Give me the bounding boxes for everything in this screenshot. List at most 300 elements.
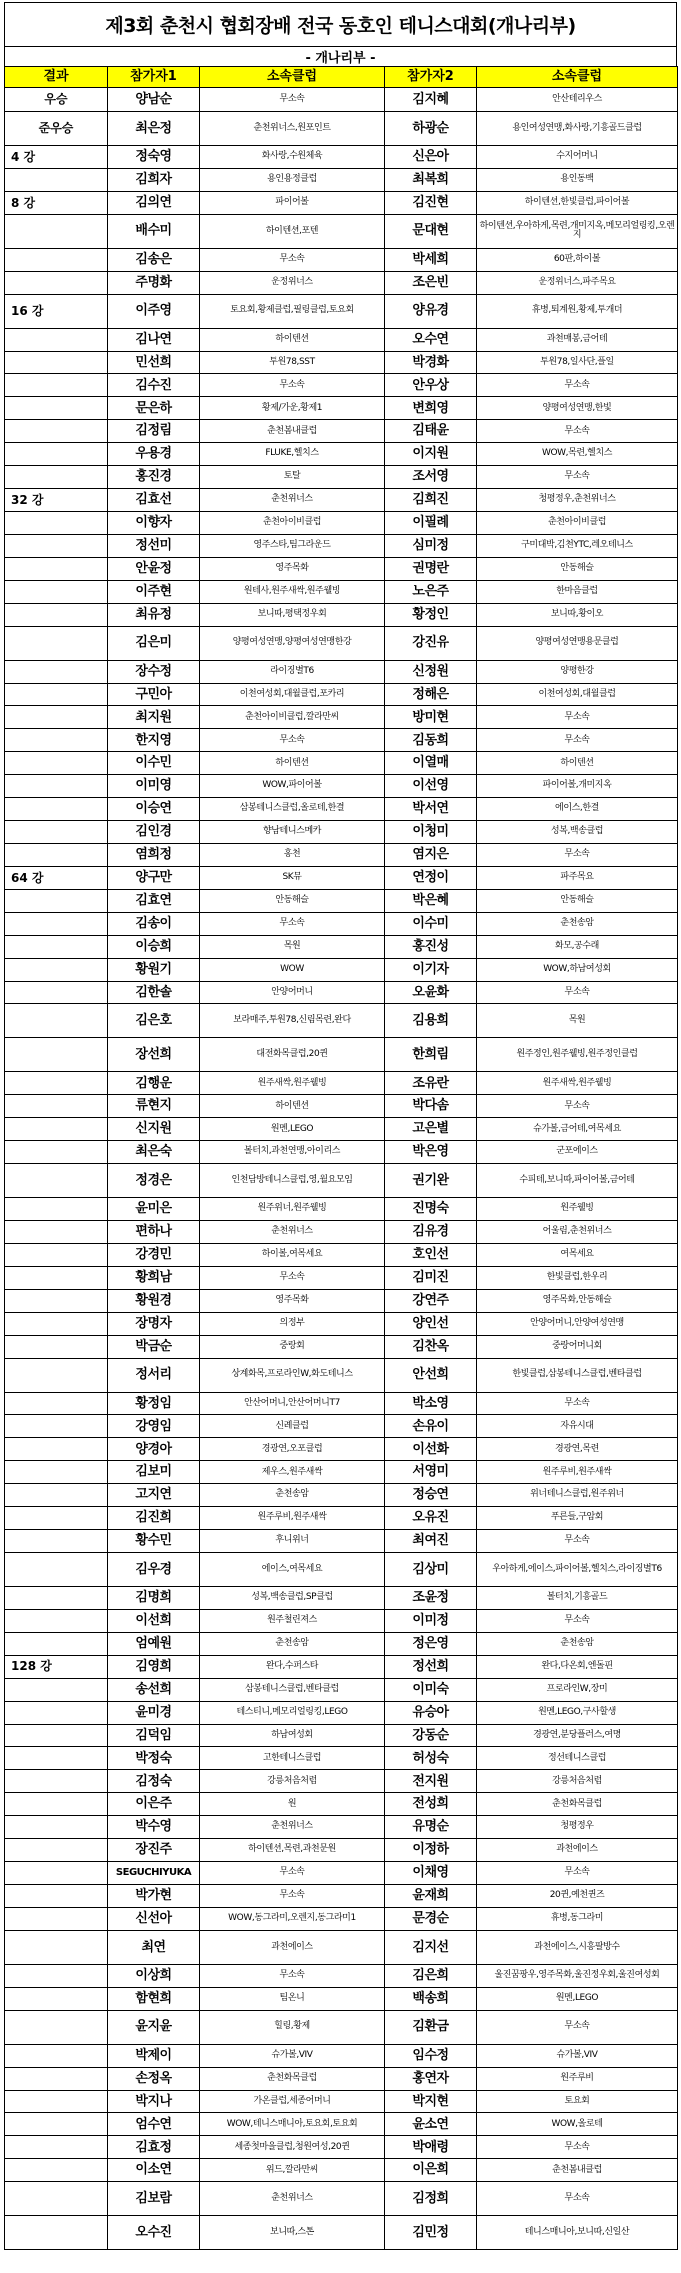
club1-cell: 춘천아이비클럽,깔라만씨 (200, 706, 385, 729)
table-row (5, 660, 678, 683)
table-row (5, 603, 678, 626)
player1-cell: 배수미 (108, 214, 200, 248)
player1-cell: 이주영 (108, 294, 200, 328)
table-row (5, 1770, 678, 1793)
table-row (5, 1530, 678, 1553)
player2-cell: 박은영 (385, 1141, 477, 1164)
club1-cell: 운정위너스 (200, 271, 385, 294)
bracket-sheet (4, 2, 677, 2250)
club2-cell: WOW,목련,헬치스 (477, 443, 678, 466)
result-cell (5, 214, 108, 248)
player2-cell: 이은희 (385, 2159, 477, 2182)
table-row (5, 2010, 678, 2044)
result-cell (5, 271, 108, 294)
club2-cell: 원주새싹,원주웰빙 (477, 1072, 678, 1095)
club2-cell: 용인동백 (477, 168, 678, 191)
player1-cell: 윤지윤 (108, 2010, 200, 2044)
player2-cell: 김지선 (385, 1930, 477, 1964)
player1-cell: 이선희 (108, 1609, 200, 1632)
player1-cell: 문은하 (108, 397, 200, 420)
table-row (5, 626, 678, 660)
header-club2: 소속클럽 (477, 67, 678, 88)
result-cell (5, 168, 108, 191)
player1-cell: 함현희 (108, 1987, 200, 2010)
results-table (4, 66, 678, 2250)
player1-cell: 정숙영 (108, 146, 200, 169)
result-cell (5, 1095, 108, 1118)
player2-cell: 박경화 (385, 351, 477, 374)
club1-cell: 춘천봄내클럽 (200, 420, 385, 443)
club1-cell: 힐링,황제 (200, 2010, 385, 2044)
result-cell (5, 2090, 108, 2113)
player2-cell: 이기자 (385, 958, 477, 981)
table-row (5, 2067, 678, 2090)
result-cell (5, 1987, 108, 2010)
club1-cell: 원멘,LEGO (200, 1118, 385, 1141)
result-cell (5, 580, 108, 603)
player2-cell: 김진현 (385, 191, 477, 214)
table-row (5, 729, 678, 752)
club1-cell: 춘천위너스 (200, 1221, 385, 1244)
table-row (5, 1747, 678, 1770)
player1-cell: 황수민 (108, 1530, 200, 1553)
club2-cell: 휴병,동그라미 (477, 1907, 678, 1930)
club1-cell: 영주목화 (200, 1289, 385, 1312)
results-body (5, 88, 678, 2250)
club2-cell: 한빛클럽,한우리 (477, 1266, 678, 1289)
club1-cell: 성복,백송클럽,SP클럽 (200, 1587, 385, 1610)
table-row (5, 466, 678, 489)
player1-cell: 구민아 (108, 683, 200, 706)
club2-cell: 무소속 (477, 466, 678, 489)
club2-cell: 울진꿈팡우,영주목화,울진정우회,울진여성회 (477, 1964, 678, 1987)
player1-cell: 김효정 (108, 2136, 200, 2159)
player2-cell: 신정원 (385, 660, 477, 683)
player1-cell: 이은주 (108, 1793, 200, 1816)
player2-cell: 문대현 (385, 214, 477, 248)
club1-cell: 하이텐션 (200, 1095, 385, 1118)
result-cell (5, 1072, 108, 1095)
player2-cell: 이선화 (385, 1438, 477, 1461)
player2-cell: 김지혜 (385, 88, 477, 112)
result-cell (5, 1198, 108, 1221)
result-cell: 128 강 (5, 1655, 108, 1678)
club1-cell: 영주스타,팀그라운드 (200, 534, 385, 557)
club2-cell: 하이텐션,한빛클럽,파이어볼 (477, 191, 678, 214)
club2-cell: 원멘,LEGO (477, 1987, 678, 2010)
result-cell (5, 1289, 108, 1312)
club2-cell: 한마음클럽 (477, 580, 678, 603)
table-row (5, 1221, 678, 1244)
club2-cell: 경광연,분당플러스,여명 (477, 1724, 678, 1747)
club2-cell: 무소속 (477, 1609, 678, 1632)
table-row (5, 821, 678, 844)
player1-cell: 오수진 (108, 2216, 200, 2250)
table-row (5, 1987, 678, 2010)
result-cell (5, 328, 108, 351)
result-cell: 32 강 (5, 489, 108, 512)
player1-cell: 최지원 (108, 706, 200, 729)
player2-cell: 양인선 (385, 1312, 477, 1335)
club1-cell: 보니따,스톤 (200, 2216, 385, 2250)
player2-cell: 하광순 (385, 112, 477, 146)
player1-cell: 염희정 (108, 843, 200, 866)
player2-cell: 김은희 (385, 1964, 477, 1987)
club1-cell: 춘천위너스 (200, 489, 385, 512)
club2-cell: 하이텐션 (477, 752, 678, 775)
club2-cell: 춘천봄내클럽 (477, 2159, 678, 2182)
player1-cell: 윤미경 (108, 1701, 200, 1724)
player2-cell: 신은아 (385, 146, 477, 169)
player1-cell: 최은정 (108, 112, 200, 146)
player2-cell: 박애령 (385, 2136, 477, 2159)
result-cell (5, 2067, 108, 2090)
table-row (5, 2216, 678, 2250)
club2-cell: 안양어머니,안양여성연맹 (477, 1312, 678, 1335)
result-cell (5, 1793, 108, 1816)
result-cell (5, 2136, 108, 2159)
result-cell (5, 511, 108, 534)
table-row (5, 1701, 678, 1724)
player1-cell: 황희남 (108, 1266, 200, 1289)
club2-cell: 양평한강 (477, 660, 678, 683)
player2-cell: 박세희 (385, 248, 477, 271)
club2-cell: 원주루비 (477, 2067, 678, 2090)
player1-cell: 최연 (108, 1930, 200, 1964)
club1-cell: 상계화목,프로라인W,화도테니스 (200, 1358, 385, 1392)
player2-cell: 윤소연 (385, 2113, 477, 2136)
table-row (5, 112, 678, 146)
club1-cell: WOW (200, 958, 385, 981)
player1-cell: 윤미은 (108, 1198, 200, 1221)
table-row (5, 1164, 678, 1198)
club2-cell: 슈가볼,VIV (477, 2044, 678, 2067)
player1-cell: 강영임 (108, 1415, 200, 1438)
player2-cell: 김유경 (385, 1221, 477, 1244)
table-row (5, 958, 678, 981)
player1-cell: 김정숙 (108, 1770, 200, 1793)
club2-cell: 중랑어머니회 (477, 1335, 678, 1358)
table-row (5, 1038, 678, 1072)
player2-cell: 조서영 (385, 466, 477, 489)
club2-cell: 춘천화목클럽 (477, 1793, 678, 1816)
result-cell (5, 1839, 108, 1862)
result-cell (5, 1004, 108, 1038)
club2-cell: 원멘,LEGO,구사할생 (477, 1701, 678, 1724)
table-row (5, 1289, 678, 1312)
player1-cell: 이승연 (108, 798, 200, 821)
table-row (5, 912, 678, 935)
club1-cell: 가온클럽,세종어머니 (200, 2090, 385, 2113)
club2-cell: 무소속 (477, 981, 678, 1004)
result-cell (5, 1164, 108, 1198)
player2-cell: 심미정 (385, 534, 477, 557)
club2-cell: 안동해슬 (477, 557, 678, 580)
player2-cell: 김태윤 (385, 420, 477, 443)
player2-cell: 호인선 (385, 1243, 477, 1266)
player2-cell: 김동희 (385, 729, 477, 752)
club1-cell: 테스티니,메모리얼링킹,LEGO (200, 1701, 385, 1724)
player1-cell: 최유정 (108, 603, 200, 626)
club1-cell: 이천여성회,대월클럽,포카리 (200, 683, 385, 706)
player2-cell: 이정하 (385, 1839, 477, 1862)
table-row (5, 2182, 678, 2216)
table-row (5, 1358, 678, 1392)
result-cell (5, 1358, 108, 1392)
table-row (5, 1392, 678, 1415)
club1-cell: 무소속 (200, 1266, 385, 1289)
club1-cell: 삼봉테니스클럽,벤타클럽 (200, 1678, 385, 1701)
result-cell (5, 1724, 108, 1747)
player1-cell: 강경민 (108, 1243, 200, 1266)
club2-cell: 슈가볼,금어테,여목세요 (477, 1118, 678, 1141)
result-cell (5, 466, 108, 489)
result-cell (5, 2113, 108, 2136)
player2-cell: 전지원 (385, 1770, 477, 1793)
club1-cell: 안산어머니,안산어머니T7 (200, 1392, 385, 1415)
club1-cell: 춘천송암 (200, 1484, 385, 1507)
table-row (5, 1553, 678, 1587)
player2-cell: 김환금 (385, 2010, 477, 2044)
player1-cell: 김송은 (108, 248, 200, 271)
club2-cell: 운정위너스,파주목요 (477, 271, 678, 294)
player2-cell: 강동순 (385, 1724, 477, 1747)
player2-cell: 진명숙 (385, 1198, 477, 1221)
club2-cell: 위너테니스클럽,원주위너 (477, 1484, 678, 1507)
table-row (5, 981, 678, 1004)
table-row (5, 271, 678, 294)
club1-cell: WOW,테니스매니아,토요회,토요회 (200, 2113, 385, 2136)
player1-cell: 손정옥 (108, 2067, 200, 2090)
table-row (5, 168, 678, 191)
result-cell (5, 443, 108, 466)
table-row (5, 146, 678, 169)
club1-cell: 세종첫마을클럽,청원여성,20퀸 (200, 2136, 385, 2159)
club1-cell: 하이볼,여목세요 (200, 1243, 385, 1266)
result-cell (5, 2010, 108, 2044)
club1-cell: 보니따,평택정우회 (200, 603, 385, 626)
player1-cell: 류현지 (108, 1095, 200, 1118)
player2-cell: 노은주 (385, 580, 477, 603)
player1-cell: 김진희 (108, 1507, 200, 1530)
table-row (5, 1587, 678, 1610)
player2-cell: 박지현 (385, 2090, 477, 2113)
player2-cell: 조윤정 (385, 1587, 477, 1610)
table-row (5, 683, 678, 706)
club1-cell: 인천담방테니스클럽,영,월요모임 (200, 1164, 385, 1198)
player1-cell: 이향자 (108, 511, 200, 534)
club1-cell: 목원 (200, 935, 385, 958)
player1-cell: 김인경 (108, 821, 200, 844)
result-cell (5, 626, 108, 660)
club1-cell: 하이텐션,목련,과천문원 (200, 1839, 385, 1862)
player1-cell: 엄예원 (108, 1632, 200, 1655)
player1-cell: 김한솔 (108, 981, 200, 1004)
player1-cell: 김명희 (108, 1587, 200, 1610)
player1-cell: 황원경 (108, 1289, 200, 1312)
club1-cell: 춘천아이비클럽 (200, 511, 385, 534)
club1-cell: SK뮤 (200, 866, 385, 889)
table-row (5, 1862, 678, 1885)
table-row (5, 534, 678, 557)
result-cell (5, 1770, 108, 1793)
club1-cell: 춘천화목클럽 (200, 2067, 385, 2090)
club2-cell: 파이어볼,개미지옥 (477, 775, 678, 798)
club2-cell: 춘천송암 (477, 1632, 678, 1655)
player2-cell: 김희진 (385, 489, 477, 512)
player1-cell: 박지나 (108, 2090, 200, 2113)
player2-cell: 연정이 (385, 866, 477, 889)
player2-cell: 김미진 (385, 1266, 477, 1289)
player1-cell: 김수진 (108, 374, 200, 397)
player2-cell: 권기완 (385, 1164, 477, 1198)
club1-cell: 투원78,SST (200, 351, 385, 374)
table-row (5, 1885, 678, 1908)
club2-cell: 휴병,퇴계원,황제,투개더 (477, 294, 678, 328)
table-row (5, 2159, 678, 2182)
player1-cell: 박금순 (108, 1335, 200, 1358)
result-cell (5, 1335, 108, 1358)
result-cell (5, 798, 108, 821)
player2-cell: 유승아 (385, 1701, 477, 1724)
club2-cell: 무소속 (477, 706, 678, 729)
player1-cell: 장수정 (108, 660, 200, 683)
result-cell (5, 1885, 108, 1908)
header-player1: 참가자1 (108, 67, 200, 88)
player2-cell: 양유경 (385, 294, 477, 328)
club1-cell: 볼터치,과천연맹,아이리스 (200, 1141, 385, 1164)
player2-cell: 임수정 (385, 2044, 477, 2067)
player2-cell: 홍연자 (385, 2067, 477, 2090)
player1-cell: 황정임 (108, 1392, 200, 1415)
result-cell (5, 1038, 108, 1072)
club2-cell: 과천에이스 (477, 1839, 678, 1862)
club2-cell: 자유시대 (477, 1415, 678, 1438)
player2-cell: 윤재희 (385, 1885, 477, 1908)
club1-cell: 하이텐션 (200, 328, 385, 351)
club2-cell: 토요회 (477, 2090, 678, 2113)
club1-cell: WOW,동그라미,오렌지,동그라미1 (200, 1907, 385, 1930)
club2-cell: 정선테니스클럽 (477, 1747, 678, 1770)
club1-cell: 향남테니스메카 (200, 821, 385, 844)
player1-cell: 주명화 (108, 271, 200, 294)
club2-cell: 하이텐션,우아하게,목련,개미지옥,메모리얼링킹,오렌지 (477, 214, 678, 248)
club1-cell: 중랑회 (200, 1335, 385, 1358)
table-row (5, 1507, 678, 1530)
club2-cell: 무소속 (477, 2182, 678, 2216)
table-row (5, 489, 678, 512)
player1-cell: 홍진경 (108, 466, 200, 489)
table-row (5, 935, 678, 958)
club2-cell: 화모,공수래 (477, 935, 678, 958)
result-cell (5, 2044, 108, 2067)
club1-cell: 파이어볼 (200, 191, 385, 214)
club2-cell: 투원78,일사단,플일 (477, 351, 678, 374)
result-cell (5, 660, 108, 683)
table-row (5, 1655, 678, 1678)
table-row (5, 1461, 678, 1484)
table-row (5, 1438, 678, 1461)
result-cell (5, 1530, 108, 1553)
club1-cell: 고한테니스클럽 (200, 1747, 385, 1770)
club1-cell: 신례클럽 (200, 1415, 385, 1438)
club2-cell: 경광연,목련 (477, 1438, 678, 1461)
player2-cell: 최복희 (385, 168, 477, 191)
club1-cell: 양평여성연맹,양평여성연맹한강 (200, 626, 385, 660)
table-row (5, 798, 678, 821)
club2-cell: 무소속 (477, 843, 678, 866)
club2-cell: 한빛클럽,삼봉테니스클럽,벤타클럽 (477, 1358, 678, 1392)
player1-cell: 김효선 (108, 489, 200, 512)
club2-cell: 푸른들,구암회 (477, 1507, 678, 1530)
player2-cell: 방미현 (385, 706, 477, 729)
club2-cell: 프로라인W,장미 (477, 1678, 678, 1701)
player1-cell: 이소연 (108, 2159, 200, 2182)
player2-cell: 박서연 (385, 798, 477, 821)
club2-cell: 춘천아이비클럽 (477, 511, 678, 534)
club1-cell: 무소속 (200, 1964, 385, 1987)
table-row (5, 1095, 678, 1118)
club1-cell: WOW,파이어볼 (200, 775, 385, 798)
club2-cell: 용인여성연맹,화사랑,기흥골드클럽 (477, 112, 678, 146)
club2-cell: 무소속 (477, 729, 678, 752)
table-row (5, 557, 678, 580)
result-cell (5, 1118, 108, 1141)
result-cell (5, 1415, 108, 1438)
club2-cell: 청평정우 (477, 1816, 678, 1839)
club1-cell: FLUKE,헬치스 (200, 443, 385, 466)
club2-cell: 무소속 (477, 2010, 678, 2044)
player1-cell: SEGUCHIYUKA (108, 1862, 200, 1885)
player2-cell: 이채영 (385, 1862, 477, 1885)
player1-cell: 김행운 (108, 1072, 200, 1095)
header-row (5, 67, 678, 88)
club1-cell: 안동해슬 (200, 889, 385, 912)
club2-cell: 무소속 (477, 420, 678, 443)
table-row (5, 775, 678, 798)
player1-cell: 김보람 (108, 2182, 200, 2216)
club1-cell: 춘천위너스 (200, 1816, 385, 1839)
result-cell (5, 775, 108, 798)
player1-cell: 김은호 (108, 1004, 200, 1038)
player2-cell: 문경순 (385, 1907, 477, 1930)
table-row (5, 420, 678, 443)
table-row (5, 1816, 678, 1839)
player2-cell: 강진유 (385, 626, 477, 660)
player1-cell: 김송이 (108, 912, 200, 935)
club1-cell: 춘천송암 (200, 1632, 385, 1655)
result-cell (5, 683, 108, 706)
table-row (5, 328, 678, 351)
club2-cell: 수피테,보니따,파이어볼,금어테 (477, 1164, 678, 1198)
result-cell (5, 2182, 108, 2216)
table-row (5, 351, 678, 374)
result-cell (5, 1609, 108, 1632)
player2-cell: 홍진성 (385, 935, 477, 958)
club2-cell: 성복,백송클럽 (477, 821, 678, 844)
player1-cell: 김은미 (108, 626, 200, 660)
result-cell (5, 752, 108, 775)
club1-cell: 하남여성회 (200, 1724, 385, 1747)
result-cell (5, 981, 108, 1004)
player1-cell: 김영희 (108, 1655, 200, 1678)
club1-cell: 춘천위너스 (200, 2182, 385, 2216)
player2-cell: 이지원 (385, 443, 477, 466)
player2-cell: 안선희 (385, 1358, 477, 1392)
club2-cell: 무소속 (477, 1095, 678, 1118)
table-row (5, 88, 678, 112)
player2-cell: 고은별 (385, 1118, 477, 1141)
